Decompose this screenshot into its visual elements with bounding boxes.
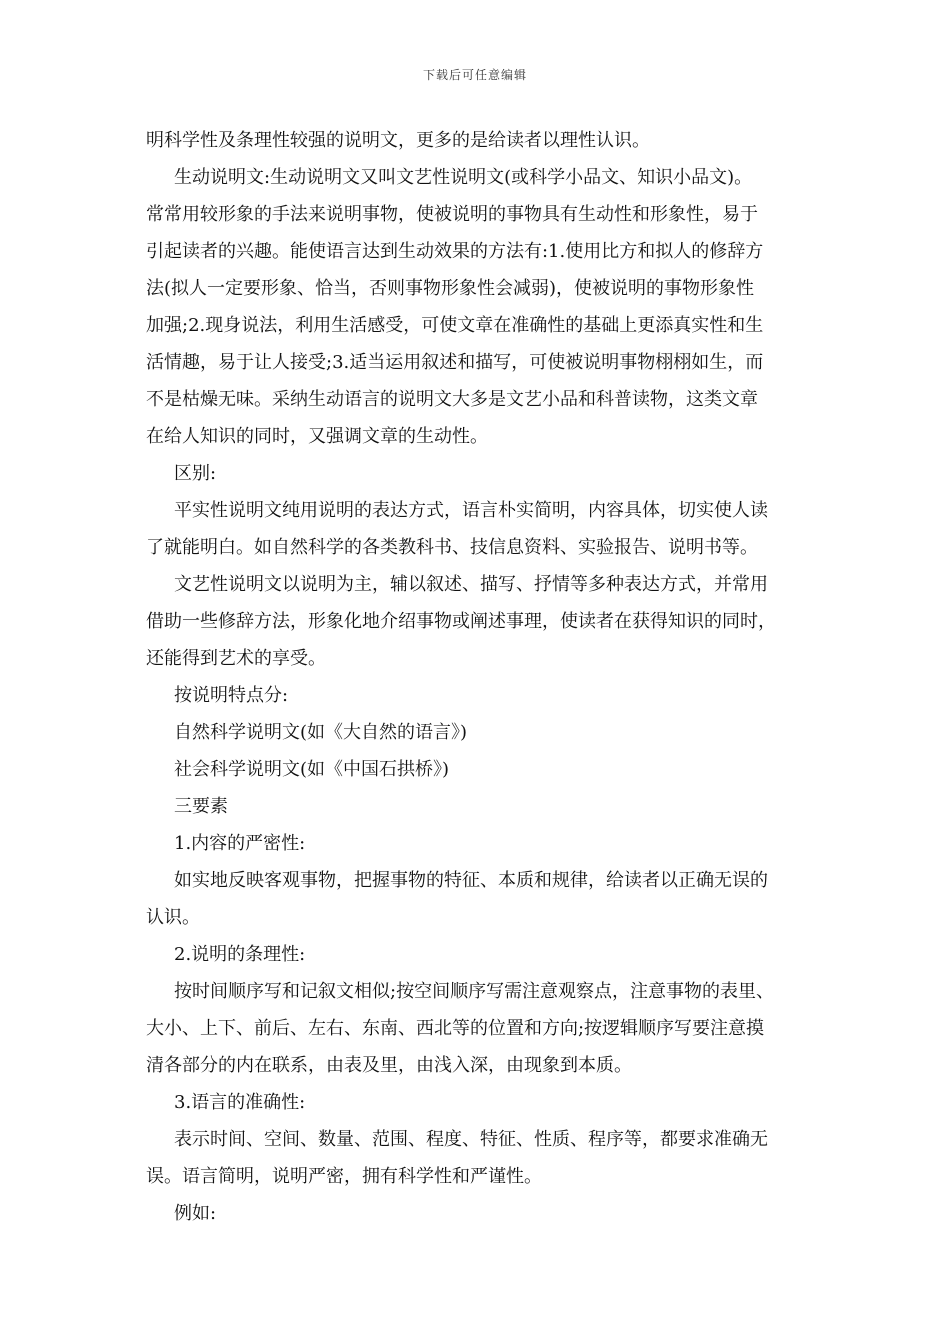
- text-line: 借助一些修辞方法，形象化地介绍事物或阐述事理，使读者在获得知识的同时，: [146, 611, 776, 632]
- text-line: 2.说明的条理性:: [174, 944, 306, 965]
- text-line: 还能得到艺术的享受。: [146, 648, 326, 669]
- text-line: 清各部分的内在联系，由表及里，由浅入深，由现象到本质。: [146, 1055, 632, 1076]
- text-line: 按说明特点分:: [174, 685, 289, 706]
- text-line: 如实地反映客观事物，把握事物的特征、本质和规律，给读者以正确无误的: [174, 870, 768, 891]
- text-line: 在给人知识的同时，又强调文章的生动性。: [146, 426, 488, 447]
- text-line: 明科学性及条理性较强的说明文，更多的是给读者以理性认识。: [146, 130, 650, 151]
- text-line: 按时间顺序写和记叙文相似;按空间顺序写需注意观察点，注意事物的表里、: [174, 981, 775, 1002]
- text-line: 活情趣，易于让人接受;3.适当运用叙述和描写，可使被说明事物栩栩如生，而: [146, 352, 764, 373]
- text-line: 加强;2.现身说法，利用生活感受，可使文章在准确性的基础上更添真实性和生: [146, 315, 764, 336]
- text-line: 法(拟人一定要形象、恰当，否则事物形象性会减弱)，使被说明的事物形象性: [146, 278, 755, 299]
- body-text: [146, 122, 812, 1232]
- text-line: 不是枯燥无味。采纳生动语言的说明文大多是文艺小品和科普读物，这类文章: [146, 389, 758, 410]
- text-line: 生动说明文:生动说明文又叫文艺性说明文(或科学小品文、知识小品文)。: [174, 167, 753, 188]
- page-header: 下载后可任意编辑: [422, 68, 527, 82]
- text-line: 表示时间、空间、数量、范围、程度、特征、性质、程序等，都要求准确无: [174, 1129, 768, 1150]
- text-line: 例如:: [174, 1203, 217, 1224]
- text-line: 了就能明白。如自然科学的各类教科书、技信息资料、实验报告、说明书等。: [146, 537, 758, 558]
- text-line: 误。语言简明，说明严密，拥有科学性和严谨性。: [146, 1166, 542, 1187]
- text-line: 三要素: [174, 796, 228, 817]
- text-line: 3.语言的准确性:: [174, 1092, 306, 1113]
- text-line: 区别:: [174, 463, 217, 484]
- text-line: 文艺性说明文以说明为主，辅以叙述、描写、抒情等多种表达方式，并常用: [174, 574, 768, 595]
- text-line: 平实性说明文纯用说明的表达方式，语言朴实简明，内容具体，切实使人读: [174, 500, 768, 521]
- text-line: 社会科学说明文(如《中国石拱桥》): [174, 759, 450, 780]
- text-line: 引起读者的兴趣。能使语言达到生动效果的方法有:1.使用比方和拟人的修辞方: [146, 241, 764, 262]
- text-line: 常常用较形象的手法来说明事物，使被说明的事物具有生动性和形象性，易于: [146, 204, 758, 225]
- text-line: 认识。: [146, 907, 200, 928]
- text-line: 1.内容的严密性:: [174, 833, 306, 854]
- text-line: 自然科学说明文(如《大自然的语言》): [174, 722, 468, 743]
- text-line: 大小、上下、前后、左右、东南、西北等的位置和方向;按逻辑顺序写要注意摸: [146, 1018, 765, 1039]
